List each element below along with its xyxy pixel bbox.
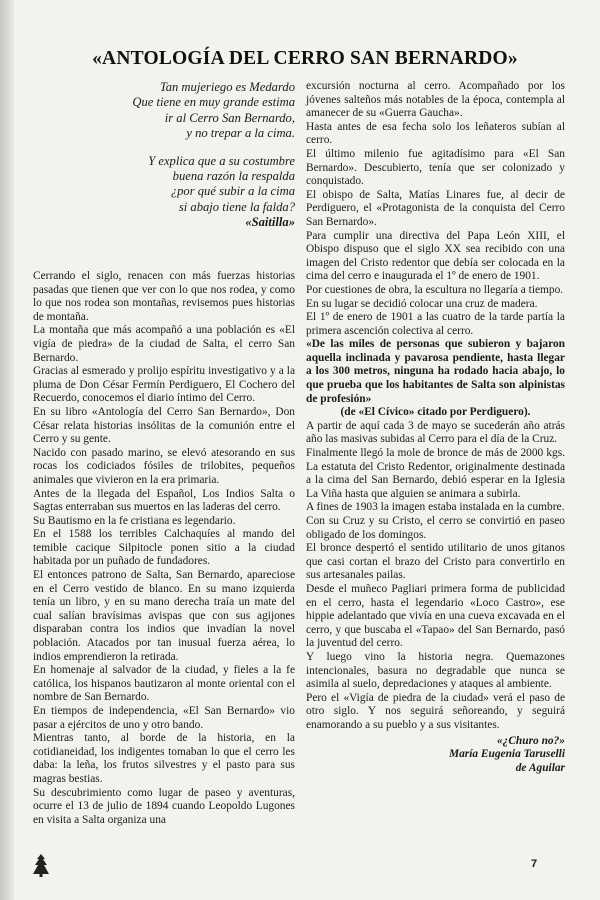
paragraph: Finalmente llegó la mole de bronce de más de 2000 kgs. La estatuta del Cristo Redentor, originalmente destinada a la cima del San Bernardo, debió esperar en la Iglesia La Viña hasta que alguien se animara a subirla. xyxy=(306,447,565,500)
paragraph: Desde el muñeco Pagliari primera forma de publicidad en el cerro, hasta el legendario «Loco Castro», ese hippie adelantado que vivía en una cueva excavada en el cerro, y que buscaba el «Tapao» del San Bernardo, pasó la juventud del cerro. xyxy=(306,582,565,650)
paragraph: Por cuestiones de obra, la escultura no llegaría a tiempo. xyxy=(306,283,564,296)
paragraph: La montaña que más acompañó a una población es «El vigía de piedra» de la ciudad de Salta, el cerro San Bernardo. xyxy=(33,324,295,364)
paragraph: Pero el «Vigía de piedra de la ciudad» verá el paso de otro siglo. Y nos seguirá señoreando, y seguirá enamorando a su pueblo y a sus visitantes. xyxy=(306,691,565,731)
paragraph: El entonces patrono de Salta, San Bernardo, apareciose en el Cerro vestido de blanco. En su mano izquierda tenía un libro, y en su mano derecha traía un mate del cual salían bravísimas avispas que con sus agijones disparaban contra los indios que invadían la novel población. Atacados por tan inusual fuerza aérea, lo indios emprendieron la retirada. xyxy=(33,569,295,663)
poem-line: Tan mujeriego es Medardo xyxy=(159,80,295,94)
article-title: «ANTOLOGÍA DEL CERRO SAN BERNARDO» xyxy=(92,48,518,69)
paragraph: Nacido con pasado marino, se elevó atesorando en sus rocas los codiciados fósiles de trilobites, pequeños animales que vivieron en la era primaria. xyxy=(33,446,295,486)
paragraph: Cerrando el siglo, renacen con más fuerzas historias pasadas que tienen que ver con lo que nos rodea, y como lo que nos rodea son montañas, revisemos pues historias de montaña. xyxy=(33,270,295,323)
paragraph: El obispo de Salta, Matías Linares fue, al decir de Perdiguero, el «Protagonista de la conquista del Cerro San Bernardo». xyxy=(306,188,565,228)
poem-credit: «Saitilla» xyxy=(245,215,295,230)
poem-stanza-1 xyxy=(33,80,295,142)
poem-stanza-2 xyxy=(33,154,295,231)
paragraph: A fines de 1903 la imagen estaba instalada en la cumbre. xyxy=(306,501,565,514)
paragraph: Y luego vino la historia negra. Quemazones intencionales, basura no degradable que nunca se asimila al suelo, depredaciones y ataques al ambiente. xyxy=(306,650,565,691)
paragraph: Mientras tanto, al borde de la historia, en la cotidianeidad, los indigentes tomaban lo que el cerro les daba: la leña, los frutos silvestres y el pasto para sus magras bestias. xyxy=(33,732,295,785)
left-column xyxy=(33,80,295,827)
paragraph: El 1º de enero de 1901 a las cuatro de la tarde partía la primera ascención colectiva al cerro. xyxy=(306,311,565,337)
paragraph: Su descubrimiento como lugar de paseo y aventuras, ocurre el 13 de julio de 1894 cuando Leopoldo Lugones en visita a Salta organiza una xyxy=(33,786,295,826)
paragraph: En el 1588 los terribles Calchaquíes al mando del temible cacique Silpitocle ponen sitio a la ciudad habitada por un puñado de fundadores. xyxy=(33,528,295,568)
paragraph: Su Bautismo en la fe cristiana es legendario. xyxy=(33,514,236,527)
paragraph: Gracias al esmerado y prolijo espíritu investigativo y a la pluma de Don César Fermín Perdiguero, El Cochero del Recuerdo, conocemos el diario íntimo del Cerro. xyxy=(33,365,295,405)
right-column xyxy=(306,80,565,775)
poem-line: Que tiene en muy grande estima xyxy=(132,95,295,110)
paragraph: Antes de la llegada del Español, Los Indios Salta o Sagtas enterraban sus muertos en las laderas del cerro. xyxy=(33,487,295,514)
paragraph: El último milenio fue agitadísimo para «El San Bernardo». Descubierto, tenía que ser colonizado y conquistado. xyxy=(306,147,565,188)
poem-line: ¿por qué subir a la cima xyxy=(170,184,295,199)
paragraph: Con su Cruz y su Cristo, el cerro se convirtió en paseo obligado de los domingos. xyxy=(306,515,565,541)
poem-line: y no trepar a la cima. xyxy=(186,126,295,141)
paragraph: Para cumplir una directiva del Papa León XIII, el Obispo dispuso que el siglo XX sea recibido con una imagen del Cristo redentor que debía ser colocada en la cima del cerro e inaugurada el 1º de enero de 1901. xyxy=(306,229,565,283)
publisher-logo-icon xyxy=(30,852,52,878)
paragraph: En homenaje al salvador de la ciudad, y fieles a la fe católica, los hispanos bautizaron al monte oriental con el nombre de San Bernardo. xyxy=(33,664,295,704)
paragraph: Hasta antes de esa fecha solo los leñateros subían al cerro. xyxy=(306,120,565,147)
quote-credit: (de «El Cívico» citado por Perdiguero). xyxy=(340,406,531,419)
epigraph-poem xyxy=(33,80,295,270)
paragraph: excursión nocturna al cerro. Acompañado por los jóvenes salteños más notables de la época, contempla al amanecer de su «Guerra Gaucha». xyxy=(306,80,565,120)
signature-author: María Eugenia Taruselli xyxy=(448,748,565,761)
paragraph: En tiempos de independencia, «El San Bernardo» vio pasar a ejércitos de uno y otro bando. xyxy=(33,705,295,731)
poem-line: Y explica que a su costumbre xyxy=(148,153,295,168)
poem-line: buena razón la respalda xyxy=(172,169,295,184)
poem-line: ir al Cerro San Bernardo, xyxy=(164,110,295,125)
signature-closing: «¿Churo no?» xyxy=(496,734,565,747)
signature-block xyxy=(306,735,565,776)
paragraph: En su lugar se decidió colocar una cruz de madera. xyxy=(306,297,538,310)
bold-quote: «De las miles de personas que subieron y bajaron aquella inclinada y pavarosa pendiente, hasta llegar a los 300 metros, ninguna ha rodado hacia abajo, lo que prueba que los habitantes de Salta son alpinistas de profesión» xyxy=(306,338,565,405)
paragraph: A partir de aquí cada 3 de mayo se sucederán año atrás año las masivas subidas al Cerro para el día de la Cruz. xyxy=(306,419,565,446)
page-number: 7 xyxy=(531,858,538,870)
poem-line: si abajo tiene la falda? xyxy=(178,199,295,214)
page-spine-shadow xyxy=(0,0,14,900)
signature-author-line2: de Aguilar xyxy=(515,761,565,774)
paragraph: En su libro «Antología del Cerro San Bernardo», Don César relata historias insólitas de la comunión entre el Cerro y su gente. xyxy=(33,405,295,446)
paragraph: El bronce despertó el sentido utilitario de unos gitanos que casi cortan el brazo del Cristo para convertirlo en sus artesanales pailas. xyxy=(306,542,565,582)
